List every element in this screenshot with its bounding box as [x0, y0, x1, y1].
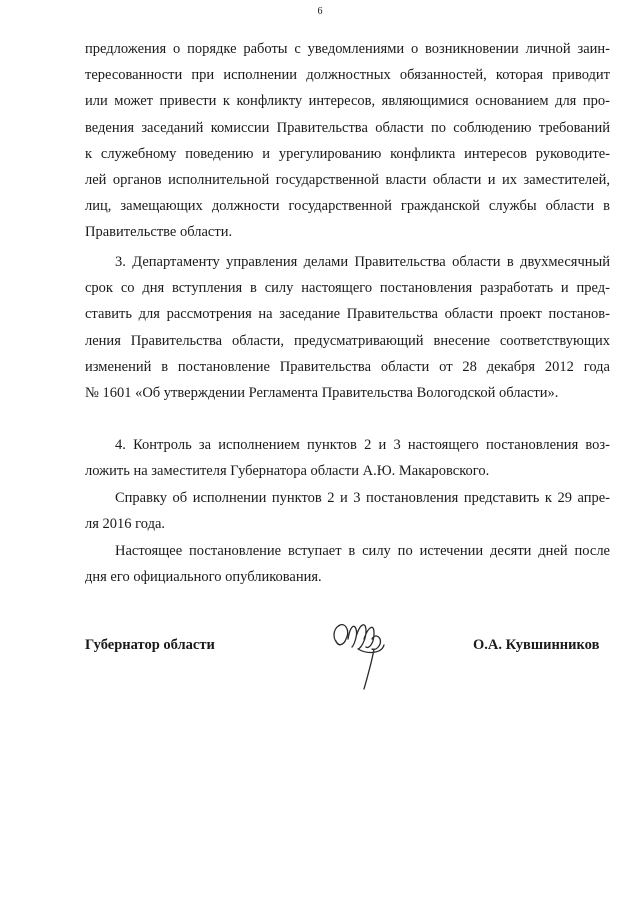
text-line: 3. Департаменту управления делами Правительства области в двухмесячный [115, 254, 610, 270]
text-line: тересованности при исполнении должностных обязанностей, которая приводит [85, 67, 610, 84]
text-line: 4. Контроль за исполнением пунктов 2 и 3 настоящего постановления воз- [115, 437, 610, 453]
signatory-name: О.А. Кувшинников [473, 637, 600, 653]
page-number: 6 [317, 6, 323, 17]
text-line: или может привести к конфликту интересов, являющимися основанием для про- [85, 93, 610, 110]
text-line: к служебному поведению и урегулированию конфликта интересов руководите- [85, 145, 610, 162]
text-line: ля 2016 года. [85, 516, 166, 533]
text-line: ведения заседаний комиссии Правительства области по соблюдению требований [85, 119, 610, 136]
signatory-title: Губернатор области [85, 637, 215, 653]
paragraph-item-3 [85, 249, 610, 406]
text-line: изменений в постановление Правительства области от 28 декабря 2012 года [85, 358, 610, 375]
text-line: Правительстве области. [85, 224, 233, 241]
text-line: лиц, замещающих должности государственной гражданской службы области в [85, 198, 610, 215]
text-line: лей органов исполнительной государственной власти области и их заместителей, [85, 172, 610, 189]
paragraph-report [85, 485, 610, 537]
paragraph-item-4 [85, 432, 610, 484]
text-line: ления Правительства области, предусматривающий внесение соответствующих [85, 332, 610, 349]
paragraph-continuation [85, 36, 610, 246]
text-line: Справку об исполнении пунктов 2 и 3 постановления представить к 29 апре- [115, 490, 610, 506]
text-line: ложить на заместителя Губернатора области А.Ю. Макаровского. [85, 463, 490, 480]
text-line: срок со дня вступления в силу настоящего постановления разработать и пред- [85, 280, 610, 297]
text-line: дня его официального опубликования. [85, 569, 322, 586]
text-line: № 1601 «Об утверждении Регламента Правительства Вологодской области». [85, 385, 559, 402]
paragraph-effective-date [85, 538, 610, 590]
handwritten-signature-icon [328, 615, 388, 693]
text-line: предложения о порядке работы с уведомлениями о возникновении личной заин- [85, 41, 610, 57]
text-line: Настоящее постановление вступает в силу по истечении десяти дней после [115, 543, 610, 559]
text-line: ставить для рассмотрения на заседание Правительства области проект постанов- [85, 306, 610, 323]
